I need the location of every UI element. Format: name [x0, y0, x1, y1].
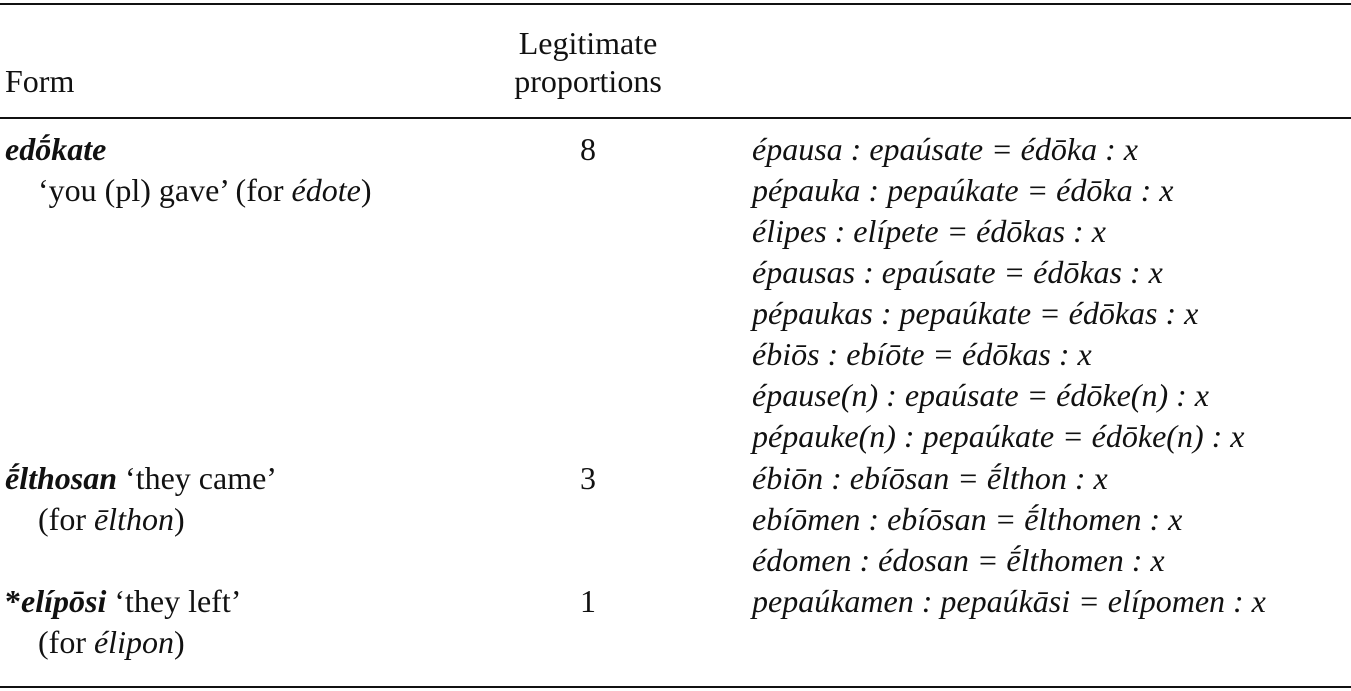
form-word: ḗlthosan — [5, 460, 118, 496]
gloss-line2 — [5, 170, 371, 211]
header-form: Form — [5, 63, 75, 99]
table-row-form — [5, 458, 277, 540]
table-row-proportions — [752, 581, 1266, 622]
proportion: ébiōn : ebíōsan = ḗlthon : x — [752, 460, 1108, 496]
proportion: pepaúkamen : pepaúkāsi = elípomen : x — [752, 583, 1266, 619]
gloss-italic: ēlthon — [93, 501, 174, 537]
proportion: épausas : epaúsate = édōkas : x — [752, 254, 1163, 290]
gloss-line1: ‘they came’ — [117, 460, 277, 496]
proportion: épause(n) : epaúsate = édōke(n) : x — [752, 377, 1209, 413]
table-row-form — [5, 129, 371, 211]
form-prefix: * — [5, 583, 21, 619]
gloss-text-end: ) — [173, 624, 185, 660]
gloss-italic: élipon — [93, 624, 174, 660]
proportion: pépauke(n) : pepaúkate = édōke(n) : x — [752, 418, 1245, 454]
table-row-count: 3 — [580, 460, 596, 496]
form-word: edṓkate — [5, 131, 107, 167]
proportion: ébiōs : ebíōte = édōkas : x — [752, 336, 1092, 372]
gloss-italic: édote — [291, 172, 361, 208]
gloss-text: ‘you (pl) gave’ (for — [38, 172, 292, 208]
proportion: pépaukas : pepaúkate = édōkas : x — [752, 295, 1199, 331]
gloss-line2 — [5, 499, 277, 540]
form-word: elípōsi — [21, 583, 107, 619]
table-top-rule — [0, 3, 1351, 5]
table-bottom-rule — [0, 686, 1351, 688]
proportion: élipes : elípete = édōkas : x — [752, 213, 1106, 249]
table-row-count: 8 — [580, 131, 596, 167]
table-row-proportions — [752, 129, 1244, 457]
header-legit-line2: proportions — [514, 63, 662, 99]
table-row-count: 1 — [580, 583, 596, 619]
table-row-proportions — [752, 458, 1182, 581]
header-legitimate-proportions — [470, 24, 706, 100]
table-header-rule — [0, 117, 1351, 119]
gloss-line1: ‘they left’ — [106, 583, 242, 619]
table-row-form — [5, 581, 241, 663]
proportion: pépauka : pepaúkate = édōka : x — [752, 172, 1174, 208]
proportion: édomen : édosan = ḗlthomen : x — [752, 542, 1165, 578]
gloss-text: (for — [38, 624, 94, 660]
header-legit-line1: Legitimate — [518, 25, 658, 61]
proportion: épausa : epaúsate = édōka : x — [752, 131, 1138, 167]
gloss-text: (for — [38, 501, 94, 537]
gloss-line2 — [5, 622, 241, 663]
gloss-text-end: ) — [173, 501, 185, 537]
proportion: ebíōmen : ebíōsan = ḗlthomen : x — [752, 501, 1183, 537]
gloss-text-end: ) — [360, 172, 372, 208]
